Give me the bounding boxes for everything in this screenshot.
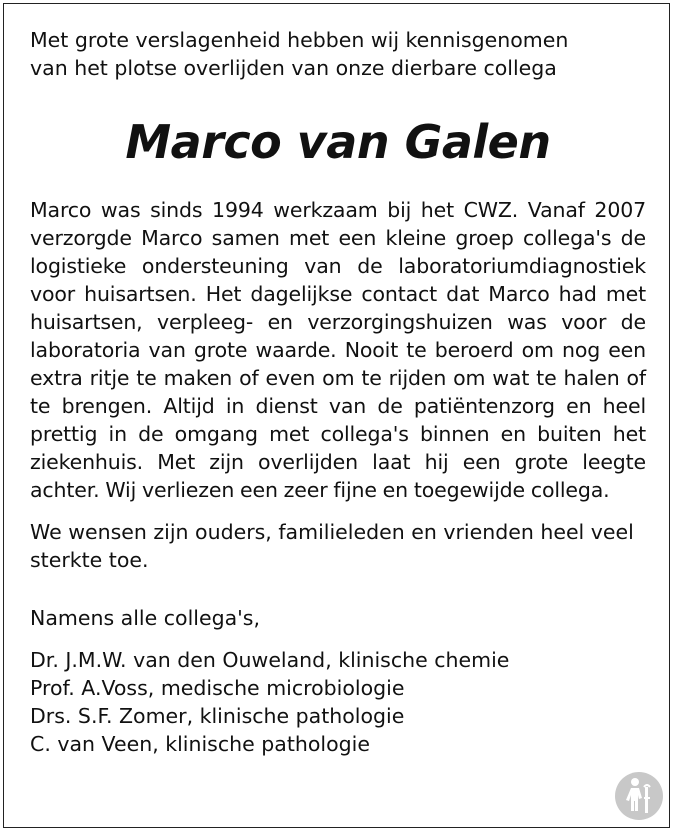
memorial-figure-icon: [614, 771, 664, 821]
namens-line: Namens alle collega's,: [30, 606, 260, 630]
signatory: Drs. S.F. Zomer, klinische pathologie: [30, 704, 405, 728]
wishes-paragraph: We wensen zijn ouders, familieleden en vrienden heel veel sterkte toe.: [30, 520, 634, 572]
signatory-list: [30, 646, 646, 758]
deceased-name: Marco van Galen: [125, 115, 551, 169]
signatory: Dr. J.M.W. van den Ouweland, klinische chemie: [30, 648, 510, 672]
signatory: Prof. A.Voss, medische microbiologie: [30, 676, 405, 700]
intro-line: van het plotse overlijden van onze dierbare collega: [30, 56, 557, 80]
body-paragraph: Marco was sinds 1994 werkzaam bij het CWZ. Vanaf 2007 verzorgde Marco samen met een kleine groep collega's de logistieke ondersteuning van de laboratoriumdiagnostiek voor huisartsen. Het dagelijkse contact dat Marco had met huisartsen, verpleeg- en verzorgingshuizen was voor de laboratoria van grote waarde. Nooit te beroerd om nog een extra ritje te maken of even om te rijden om wat te halen of te brengen. Altijd in dienst van de patiëntenzorg en heel prettig in de omgang met collega's binnen en buiten het ziekenhuis. Met zijn overlijden laat hij een grote leegte achter. Wij verliezen een zeer fijne en toegewijde collega.: [30, 198, 646, 502]
intro-text: [30, 26, 646, 82]
signatory: C. van Veen, klinische pathologie: [30, 732, 370, 756]
intro-line: Met grote verslagenheid hebben wij kennisgenomen: [30, 28, 569, 52]
obituary-content: [30, 26, 646, 758]
